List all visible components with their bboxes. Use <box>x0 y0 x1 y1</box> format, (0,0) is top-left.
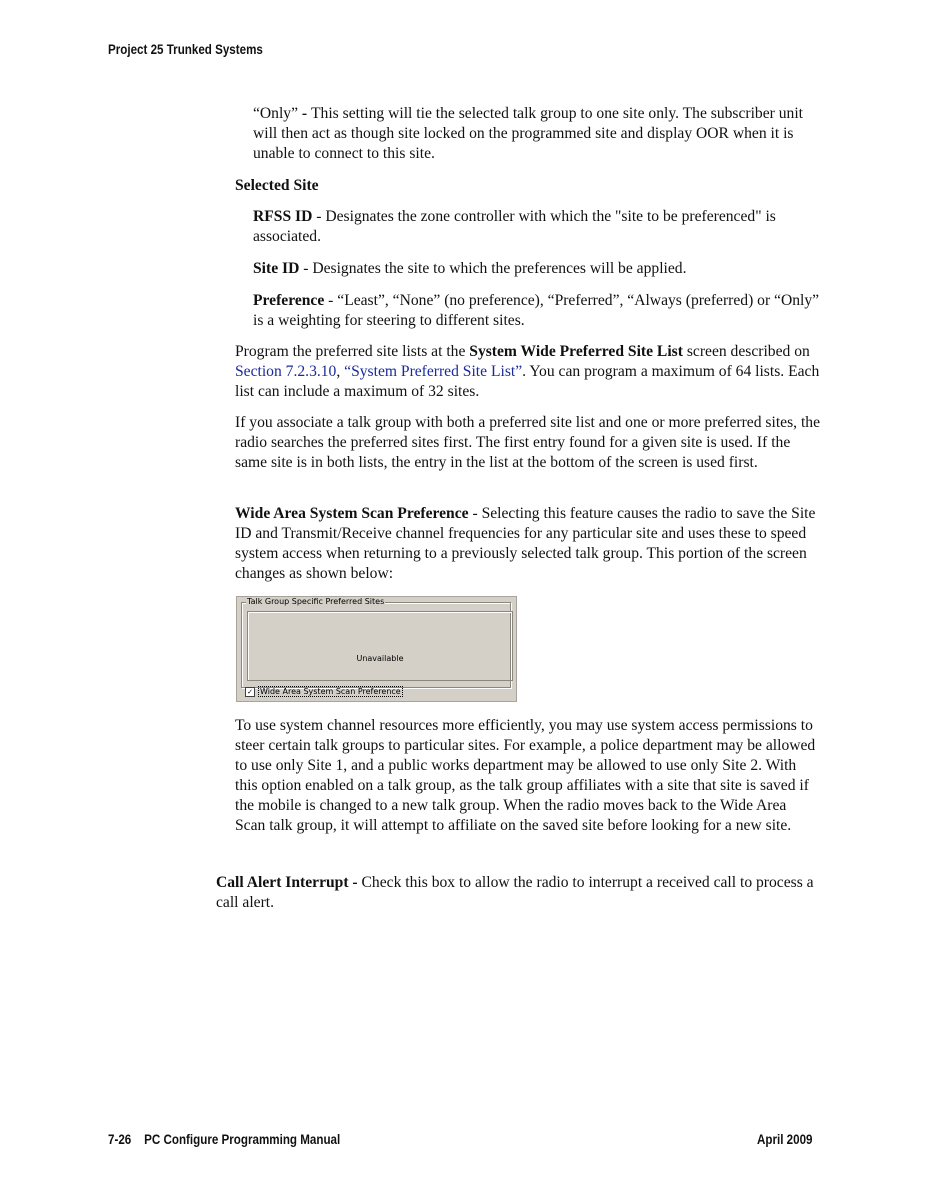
wide-area-text: - Selecting this feature causes the radio to save the Site ID and Transmit/Receive channel frequencies for any particular site and uses these to speed system access when returning to a previously selected talk group. This portion of the screen changes as shown below: <box>235 505 816 582</box>
site-id-text: - Designates the site to which the preferences will be applied. <box>299 260 687 277</box>
only-sep: - <box>298 105 312 122</box>
only-term: “Only” <box>253 105 299 122</box>
wide-area-scan-checkbox-row[interactable] <box>245 686 403 697</box>
page-header: Project 25 Trunked Systems <box>108 42 263 57</box>
talk-group-preferred-sites-group <box>241 597 511 688</box>
wide-area-scan-checkbox-label: Wide Area System Scan Preference <box>260 687 401 696</box>
preference-paragraph <box>253 291 820 331</box>
wide-area-term: Wide Area System Scan Preference <box>235 505 469 522</box>
only-paragraph <box>253 104 820 164</box>
system-preferred-site-list-link[interactable]: “System Preferred Site List” <box>344 363 523 380</box>
resources-paragraph: To use system channel resources more efficiently, you may use system access permissions to steer certain talk groups to particular sites. For example, a police department may be allowed to use only Site 1, and a public works department may be allowed to use only Site 2. With this option enabled on a talk group, as the talk group affiliates with a site that site is saved if the mobile is changed to a new talk group. When the radio moves back to the Wide Area Scan talk group, it will attempt to affiliate on the saved site before looking for a new site. <box>235 717 816 834</box>
program-text-1: Program the preferred site lists at the <box>235 343 470 360</box>
preferred-sites-panel <box>247 611 513 681</box>
preferred-sites-dialog-screenshot <box>236 596 517 702</box>
only-text: This setting will tie the selected talk group to one site only. The subscriber unit will then act as though site locked on the programmed site and display OOR when it is unable to connect to this site. <box>253 105 804 162</box>
footer-date: April 2009 <box>757 1132 813 1147</box>
section-link[interactable]: Section 7.2.3.10 <box>235 363 337 380</box>
rfss-id-paragraph <box>253 207 820 247</box>
rfss-id-text: - Designates the zone controller with which the "site to be preferenced" is associated. <box>253 208 776 245</box>
rfss-id-term: RFSS ID <box>253 208 313 225</box>
program-paragraph <box>235 342 820 402</box>
checkbox-checked-icon[interactable]: ✓ <box>245 687 255 697</box>
group-title: Talk Group Specific Preferred Sites <box>247 597 385 606</box>
preference-text: - “Least”, “None” (no preference), “Preferred”, “Always (preferred) or “Only” is a weighting for steering to different sites. <box>253 292 820 329</box>
wide-area-paragraph <box>235 504 820 584</box>
program-text-2: screen described on <box>682 343 810 360</box>
site-id-term: Site ID <box>253 260 300 277</box>
program-text-4: . You can program a maximum of 64 lists. Each list can include a maximum of 32 sites. <box>235 363 820 400</box>
unavailable-label: Unavailable <box>356 654 404 663</box>
footer-left: 7-26 PC Configure Programming Manual <box>108 1132 341 1147</box>
program-bold: System Wide Preferred Site List <box>469 343 683 360</box>
program-text-3: , <box>336 363 345 380</box>
selected-site-heading: Selected Site <box>235 177 319 194</box>
call-alert-paragraph <box>216 873 821 913</box>
associate-paragraph: If you associate a talk group with both a preferred site list and one or more preferred sites, the radio searches the preferred sites first. The first entry found for a given site is used. If the same site is in both lists, the entry in the list at the bottom of the screen is used first. <box>235 414 820 471</box>
call-alert-term: Call Alert Interrupt - <box>216 874 358 891</box>
site-id-paragraph <box>253 259 820 279</box>
call-alert-text: Check this box to allow the radio to interrupt a received call to process a call alert. <box>216 874 814 911</box>
preference-term: Preference <box>253 292 325 309</box>
